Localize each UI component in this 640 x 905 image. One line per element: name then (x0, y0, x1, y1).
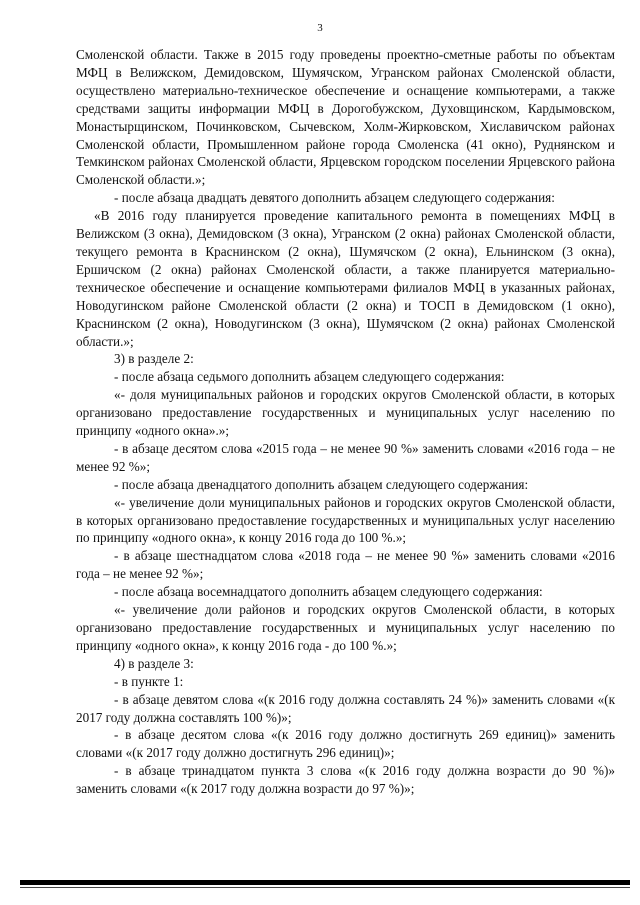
bottom-rule-thin (20, 887, 630, 888)
paragraph: «- увеличение доли муниципальных районов и городских округов Смоленской области, в которых организовано предоставление государственных и муниципальных услуг населению по принципу «одного окна», к концу 2016 года до 100 %.»; (76, 494, 615, 546)
paragraph: - в абзаце десятом слова «2015 года – не менее 90 %» заменить словами «2016 года – не менее 92 %»; (76, 440, 615, 474)
paragraph: «- увеличение доли районов и городских округов Смоленской области, в которых организовано предоставление государственных и муниципальных услуг населению по принципу «одного окна», к концу 2016 года - до 100 %.»; (76, 602, 615, 653)
paragraph: - в абзаце девятом слова «(к 2016 году должна составлять 24 %)» заменить словами «(к 2017 году должна составлять 100 %)»; (76, 691, 615, 725)
paragraph: - после абзаца двенадцатого дополнить абзацем следующего содержания: (114, 476, 529, 492)
paragraph: «- доля муниципальных районов и городских округов Смоленской области, в которых организовано предоставление государственных и муниципальных услуг населению по принципу «одного окна».»; (76, 387, 615, 439)
paragraph: - в пункте 1: (114, 673, 184, 689)
paragraph: «В 2016 году планируется проведение капитального ремонта в помещениях МФЦ в Велижском (3 окна), Демидовском (3 окна), Угранском (2 окна) районах Смоленской области, текущего ремонта в Краснинском (2 окна), Шумячском (2 окна), Ельнинском (3 окна), Ершичском (2 окна) районах Смоленской области, а также планируется материально-техническое обеспечение и оснащение компьютерами филиалов МФЦ в указанных районах, Новодугинском районе Смоленской области (2 окна) и ТОСП в Демидовском (1 окно), Краснинском (2 окна), Новодугинском (3 окна), Шумячском (2 окна) районах Смоленской области.»; (76, 208, 615, 349)
paragraph: - в абзаце десятом слова «(к 2016 году должно достигнуть 269 единиц)» заменить словами «(к 2017 году должно достигнуть 296 единиц)»; (76, 727, 615, 761)
paragraph: - после абзаца седьмого дополнить абзацем следующего содержания: (114, 369, 505, 385)
paragraph: Смоленской области. Также в 2015 году проведены проектно-сметные работы по объектам МФЦ в Велижском, Демидовском, Шумячском, Угранском районах Смоленской области, осуществлено материально-техническое обеспечение и оснащение компьютерами, а также средствами защиты информации МФЦ в Дорогобужском, Духовщинском, Кардымовском, Монастырщинском, Починковском, Сычевском, Холм-Жирковском, Хиславичском районах Смоленской области, Промышленном районе города Смоленска (41 окно), Руднянском и Темкинском районах Смоленской области, Ярцевском городском поселении Ярцевского района Смоленской области.»; (76, 47, 615, 188)
paragraph: 4) в разделе 3: (114, 655, 194, 671)
paragraph: - после абзаца двадцать девятого дополнить абзацем следующего содержания: (114, 190, 555, 206)
document-body (76, 46, 615, 798)
paragraph: - в абзаце тринадцатом пункта 3 слова «(к 2016 году должна возрасти до 90 %)» заменить словами «(к 2017 году должна возрасти до 97 %)»; (76, 763, 615, 797)
paragraph: - в абзаце шестнадцатом слова «2018 года – не менее 90 %» заменить словами «2016 года – не менее 92 %»; (76, 548, 615, 582)
paragraph: 3) в разделе 2: (114, 351, 194, 367)
paragraph: - после абзаца восемнадцатого дополнить абзацем следующего содержания: (114, 584, 543, 600)
bottom-rule (20, 880, 630, 885)
page-number: 3 (317, 22, 323, 34)
